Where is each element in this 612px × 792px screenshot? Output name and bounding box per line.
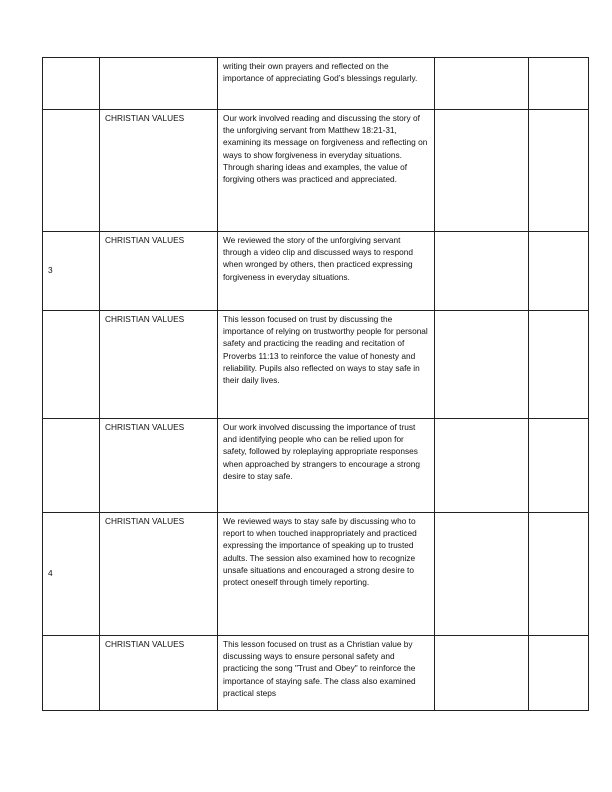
subject-cell: CHRISTIAN VALUES: [100, 311, 218, 419]
table-row: [43, 513, 589, 636]
table-row: [43, 232, 589, 311]
description-cell: This lesson focused on trust by discussing the importance of relying on trustworthy people for personal safety and practicing the reading and recitation of Proverbs 11:13 to reinforce the value of honesty and reliability. Pupils also reflected on ways to stay safe in their daily lives.: [218, 311, 435, 419]
subject-cell: CHRISTIAN VALUES: [100, 636, 218, 711]
description-cell: This lesson focused on trust as a Christian value by discussing ways to ensure personal safety and practicing the song "Trust and Obey" to reinforce the importance of staying safe. The class also examined practical steps: [218, 636, 435, 711]
week-cell: [43, 419, 100, 513]
blank-cell: [529, 311, 589, 419]
table-row: [43, 419, 589, 513]
subject-cell: CHRISTIAN VALUES: [100, 419, 218, 513]
description-cell: We reviewed the story of the unforgiving servant through a video clip and discussed ways to respond when wronged by others, then practiced expressing forgiveness in everyday situations.: [218, 232, 435, 311]
blank-cell: [435, 232, 529, 311]
table-row: [43, 110, 589, 232]
blank-cell: [529, 110, 589, 232]
description-cell: writing their own prayers and reflected on the importance of appreciating God’s blessings regularly.: [218, 58, 435, 110]
description-cell: Our work involved reading and discussing the story of the unforgiving servant from Matthew 18:21-31, examining its message on forgiveness and reflecting on ways to show forgiveness in everyday situations. Through sharing ideas and examples, the value of forgiving others was practiced and appreciated.: [218, 110, 435, 232]
blank-cell: [529, 419, 589, 513]
blank-cell: [435, 419, 529, 513]
blank-cell: [435, 311, 529, 419]
subject-cell: CHRISTIAN VALUES: [100, 513, 218, 636]
blank-cell: [529, 232, 589, 311]
table-row: [43, 311, 589, 419]
blank-cell: [529, 58, 589, 110]
description-cell: We reviewed ways to stay safe by discussing who to report to when touched inappropriately and practiced expressing the importance of speaking up to trusted adults. The session also examined how to recognize unsafe situations and encouraged a strong desire to protect oneself through timely reporting.: [218, 513, 435, 636]
blank-cell: [435, 58, 529, 110]
blank-cell: [435, 110, 529, 232]
week-cell: [43, 311, 100, 419]
subject-cell: [100, 58, 218, 110]
subject-cell: CHRISTIAN VALUES: [100, 110, 218, 232]
week-cell: 4: [43, 513, 100, 636]
lesson-log-table: [42, 57, 589, 711]
description-cell: Our work involved discussing the importance of trust and identifying people who can be relied upon for safety, followed by roleplaying appropriate responses when approached by strangers to encourage a strong desire to stay safe.: [218, 419, 435, 513]
week-cell: 3: [43, 232, 100, 311]
blank-cell: [529, 513, 589, 636]
subject-cell: CHRISTIAN VALUES: [100, 232, 218, 311]
blank-cell: [435, 513, 529, 636]
table-row: [43, 58, 589, 110]
week-cell: [43, 636, 100, 711]
blank-cell: [529, 636, 589, 711]
table-row: [43, 636, 589, 711]
week-cell: [43, 110, 100, 232]
blank-cell: [435, 636, 529, 711]
week-cell: [43, 58, 100, 110]
